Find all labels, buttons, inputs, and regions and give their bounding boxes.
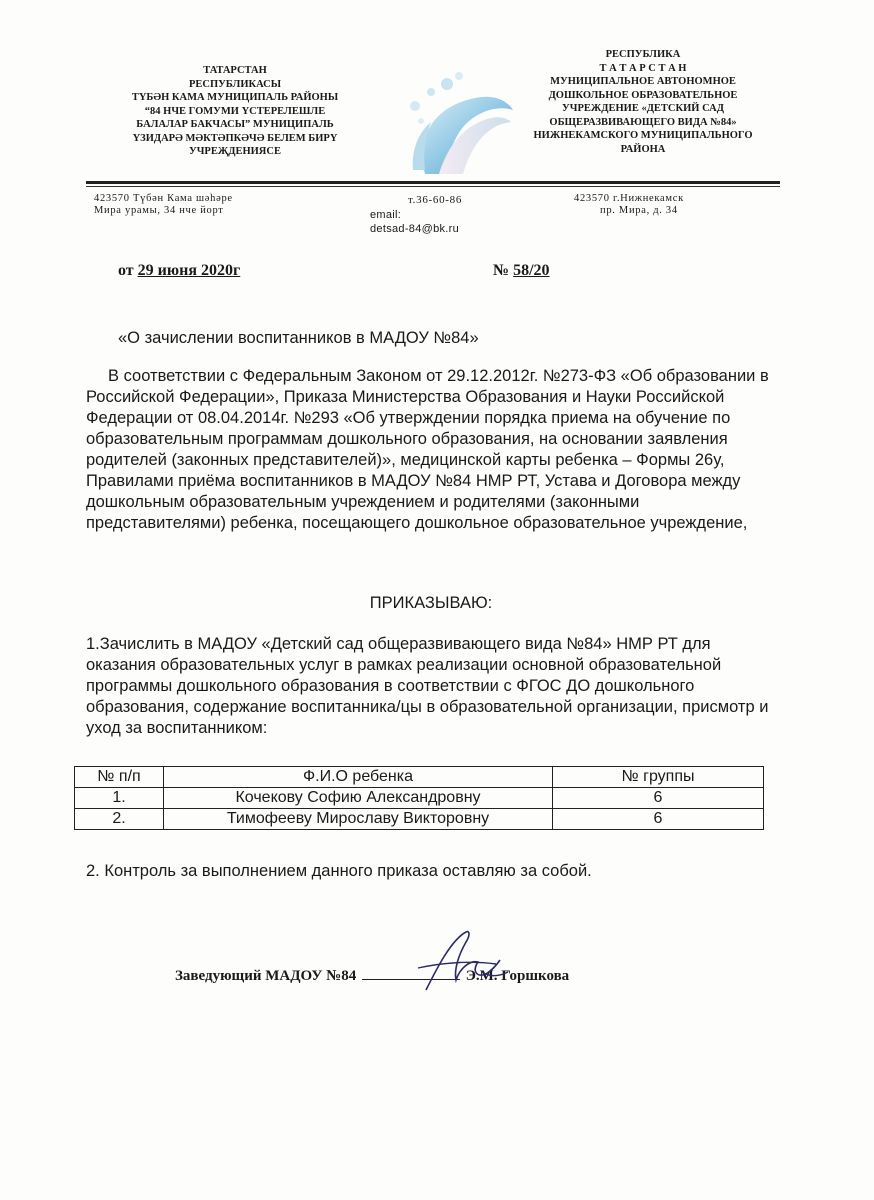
header-left-tatar — [90, 64, 380, 159]
header-right-line: НИЖНЕКАМСКОГО МУНИЦИПАЛЬНОГО — [533, 130, 753, 141]
email-address[interactable]: detsad-84@bk.ru — [370, 223, 460, 235]
contact-block — [370, 193, 462, 237]
header-right-line: РЕСПУБЛИКА — [605, 49, 681, 60]
header-left-line: БАЛАЛАР БАКЧАСЫ” МУНИЦИПАЛЬ — [136, 119, 334, 130]
kindergarten-logo — [395, 66, 520, 181]
table-cell: 1. — [75, 788, 164, 809]
header-divider-thin — [86, 186, 780, 187]
order-number-prefix: № — [493, 262, 514, 279]
preamble-block — [86, 366, 776, 534]
phone-number: т.36-60-86 — [408, 194, 463, 206]
table-row — [75, 809, 764, 830]
email-label: email: — [370, 208, 402, 221]
header-left-line: “84 НЧЕ ГОМУМИ ҮСТЕРЕЛЕШЛЕ — [144, 105, 326, 117]
order-heading: ПРИКАЗЫВАЮ: — [369, 594, 493, 612]
header-right-line: ОБЩЕРАЗВИВАЮЩЕГО ВИДА №84» — [549, 116, 737, 128]
children-table — [74, 766, 764, 830]
table-header-row — [75, 767, 764, 788]
order-number — [493, 262, 550, 280]
header-left-line: РЕСПУБЛИКАСЫ — [188, 78, 282, 90]
header-right-line: Т А Т А Р С Т А Н — [599, 62, 687, 74]
handwritten-signature — [396, 920, 516, 1000]
order-date — [118, 262, 240, 280]
table-header-cell: Ф.И.О ребенка — [164, 767, 553, 788]
header-left-line: ТАТАРСТАН — [203, 65, 267, 76]
header-left-line: ҮЗИДАРӘ МӘКТӘПКӘЧӘ БЕЛЕМ БИРҮ — [132, 132, 338, 144]
address-right-line2: пр. Мира, д. 34 — [600, 205, 678, 216]
signer-name: Э.М. Горшкова — [465, 968, 570, 984]
header-divider — [86, 181, 780, 184]
table-cell: Кочекову Софию Александровну — [164, 788, 553, 809]
order-item-2: 2. Контроль за выполнением данного приказа оставляю за собой. — [86, 862, 592, 880]
address-left-line2: Мира урамы, 34 нче йорт — [94, 205, 224, 216]
order-date-prefix: от — [118, 262, 138, 279]
order-number-value: 58/20 — [513, 262, 550, 279]
header-left-line: УЧРЕҖДЕНИЯСЕ — [189, 146, 281, 157]
table-header-cell: № п/п — [75, 767, 164, 788]
header-right-line: УЧРЕЖДЕНИЕ «ДЕТСКИЙ САД — [562, 103, 724, 114]
header-right-russian — [522, 48, 764, 156]
table-cell: 6 — [553, 809, 764, 830]
header-left-line: ТҮБӘН КАМА МУНИЦИПАЛЬ РАЙОНЫ — [131, 92, 339, 103]
address-left — [94, 193, 233, 217]
header-right-line: РАЙОНА — [620, 143, 666, 155]
address-left-line1: 423570 Түбән Кама шәһәре — [94, 193, 233, 204]
order-item-1: 1.Зачислить в МАДОУ «Детский сад общеразвивающего вида №84» НМР РТ для оказания образовательных услуг в рамках реализации основной образовательной программы дошкольного образования в соответствии с ФГОС ДО дошкольного образования, содержание воспитанника/цы в образовательной организации, присмотр и уход за воспитанником: — [86, 635, 769, 737]
signer-position: Заведующий МАДОУ №84 — [175, 968, 357, 984]
header-right-line: МУНИЦИПАЛЬНОЕ АВТОНОМНОЕ — [550, 76, 736, 87]
table-row — [75, 788, 764, 809]
preamble-paragraph: В соответствии с Федеральным Законом от 29.12.2012г. №273-ФЗ «Об образовании в Российской Федерации», Приказа Министерства Образования и Науки Российской Федерации от 08.04.2014г. №293 «Об утверждении порядка приема на обучение по образовательным программам дошкольного образования, на основании заявления родителей (законных представителей)», медицинской карты ребенка – Формы 26у, Правилами приёма воспитанников в МАДОУ №84 НМР РТ, Устава и Договора между дошкольным образовательным учреждением и родителями (законными представителями) ребенка, посещающего дошкольное образовательное учреждение, — [86, 367, 769, 532]
order-subject: «О зачислении воспитанников в МАДОУ №84» — [118, 329, 479, 347]
address-right — [574, 193, 684, 217]
address-right-line1: 423570 г.Нижнекамск — [574, 193, 684, 204]
table-header-cell: № группы — [553, 767, 764, 788]
table-cell: 2. — [75, 809, 164, 830]
table-cell: Тимофееву Мирославу Викторовну — [164, 809, 553, 830]
table-cell: 6 — [553, 788, 764, 809]
header-right-line: ДОШКОЛЬНОЕ ОБРАЗОВАТЕЛЬНОЕ — [548, 89, 738, 101]
order-date-value: 29 июня 2020г — [137, 262, 241, 279]
